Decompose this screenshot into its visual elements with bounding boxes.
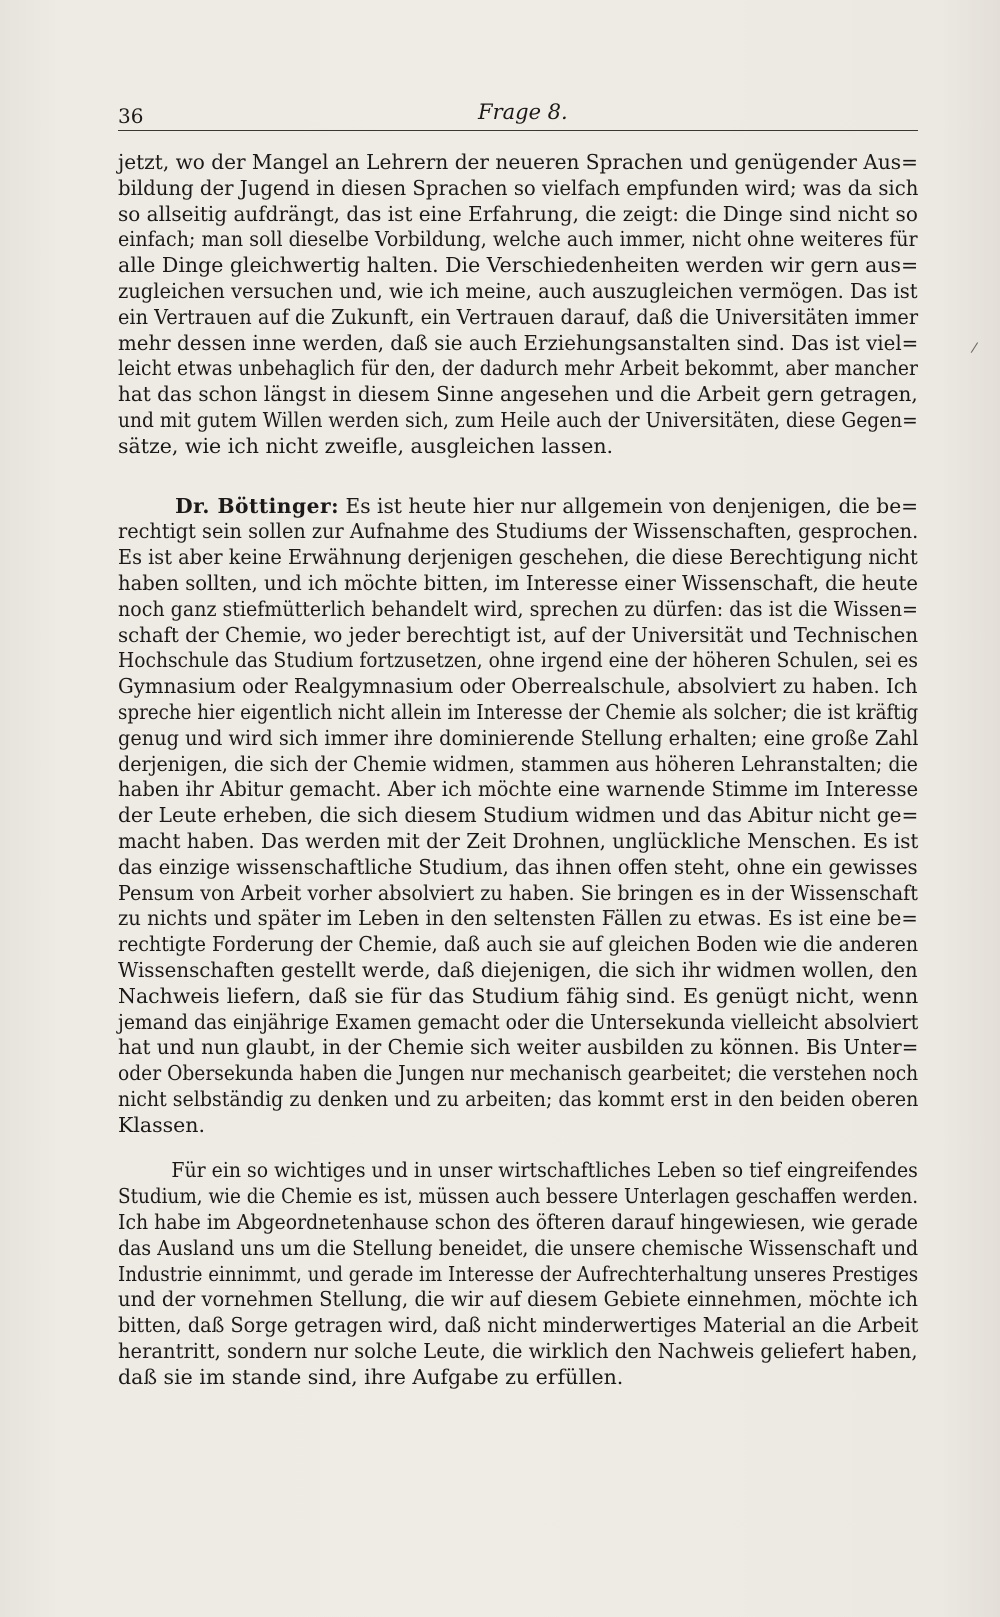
text-line: Wissenschaften gestellt werde, daß diejenigen, die sich ihr widmen wollen, den	[118, 957, 918, 982]
speaker-line-text: Es ist heute hier nur allgemein von denjenigen, die be=	[339, 493, 919, 518]
text-line: alle Dinge gleichwertig halten. Die Verschiedenheiten werden wir gern aus=	[118, 253, 919, 278]
running-head: Frage 8.	[478, 100, 568, 124]
text-line: macht haben. Das werden mit der Zeit Drohnen, unglückliche Menschen. Es ist	[118, 828, 919, 853]
text-line: Ich habe im Abgeordnetenhause schon des öfteren darauf hingewiesen, wie gerade	[118, 1210, 918, 1235]
margin-mark: /	[970, 339, 979, 357]
text-line: Studium, wie die Chemie es ist, müssen auch bessere Unterlagen geschaffen werden.	[118, 1184, 919, 1209]
text-line: mehr dessen inne werden, daß sie auch Erziehungsanstalten sind. Das ist viel=	[118, 330, 919, 355]
text-line: rechtigte Forderung der Chemie, daß auch sie auf gleichen Boden wie die anderen	[118, 932, 919, 957]
text-line: Nachweis liefern, daß sie für das Studium fähig sind. Es genügt nicht, wenn	[118, 983, 918, 1008]
text-line: genug und wird sich immer ihre dominierende Stellung erhalten; eine große Zahl	[118, 725, 919, 750]
text-line: schaft der Chemie, wo jeder berechtigt ist, auf der Universität und Technischen	[118, 622, 919, 647]
text-line: oder Obersekunda haben die Jungen nur mechanisch gearbeitet; die verstehen noch	[118, 1061, 919, 1086]
text-line: derjenigen, die sich der Chemie widmen, stammen aus höheren Lehranstalten; die	[118, 751, 918, 776]
text-line: haben ihr Abitur gemacht. Aber ich möchte eine warnende Stimme im Interesse	[118, 777, 919, 802]
header-rule	[118, 130, 918, 131]
text-line: nicht selbständig zu denken und zu arbeiten; das kommt erst in den beiden oberen	[118, 1086, 919, 1111]
text-line: hat das schon längst in diesem Sinne angesehen und die Arbeit gern getragen,	[118, 382, 918, 407]
text-line: jetzt, wo der Mangel an Lehrern der neueren Sprachen und genügender Aus=	[118, 150, 918, 174]
text-line: bitten, daß Sorge getragen wird, daß nicht minderwertiges Material an die Arbeit	[118, 1313, 919, 1338]
page-number: 36	[118, 104, 144, 128]
text-line: bildung der Jugend in diesen Sprachen so vielfach empfunden wird; was da sich	[118, 175, 919, 200]
text-line: Für ein so wichtiges und in unser wirtschaftliches Leben so tief eingreifendes	[171, 1158, 918, 1183]
text-line: das einzige wissenschaftliche Studium, das ihnen offen steht, ohne ein gewisses	[118, 854, 918, 879]
text-line: haben sollten, und ich möchte bitten, im Interesse einer Wissenschaft, die heute	[118, 570, 919, 595]
text-line: und der vornehmen Stellung, die wir auf diesem Gebiete einnehmen, möchte ich	[118, 1287, 919, 1312]
paragraph-1	[118, 150, 918, 460]
speaker-line	[118, 494, 918, 520]
text-line: Hochschule das Studium fortzusetzen, ohne irgend eine der höheren Schulen, sei es	[118, 648, 918, 673]
text-line: jemand das einjährige Examen gemacht oder die Untersekunda vielleicht absolviert	[118, 1009, 919, 1034]
text-line: einfach; man soll dieselbe Vorbildung, welche auch immer, nicht ohne weiteres für	[118, 227, 918, 252]
text-line: das Ausland uns um die Stellung beneidet, die unsere chemische Wissenschaft und	[118, 1235, 919, 1260]
text-line: noch ganz stiefmütterlich behandelt wird, sprechen zu dürfen: das ist die Wissen=	[118, 596, 919, 621]
page-header	[118, 100, 918, 134]
text-line: rechtigt sein sollen zur Aufnahme des Studiums der Wissenschaften, gesprochen.	[118, 519, 919, 544]
text-line: zugleichen versuchen und, wie ich meine, auch auszugleichen vermögen. Das ist	[118, 278, 918, 303]
text-line: sätze, wie ich nicht zweifle, ausgleichen lassen.	[118, 433, 614, 458]
text-line: hat und nun glaubt, in der Chemie sich weiter ausbilden zu können. Bis Unter=	[118, 1035, 919, 1060]
text-line: der Leute erheben, die sich diesem Studium widmen und das Abitur nicht ge=	[118, 803, 919, 828]
text-line: Es ist aber keine Erwähnung derjenigen geschehen, die diese Berechtigung nicht	[118, 545, 918, 570]
text-line: ein Vertrauen auf die Zukunft, ein Vertrauen darauf, daß die Universitäten immer	[118, 304, 919, 329]
speaker-name: Dr. Böttinger:	[175, 493, 340, 518]
text-line: spreche hier eigentlich nicht allein im Interesse der Chemie als solcher; die ist kräftig	[118, 699, 919, 724]
text-line: zu nichts und später im Leben in den seltensten Fällen zu etwas. Es ist eine be=	[118, 906, 918, 931]
text-line: Klassen.	[118, 1112, 205, 1137]
text-line: und mit gutem Willen werden sich, zum Heile auch der Universitäten, diese Gegen=	[118, 407, 918, 432]
paragraph-2	[118, 494, 918, 1139]
text-line: Gymnasium oder Realgymnasium oder Oberrealschule, absolviert zu haben. Ich	[118, 674, 918, 699]
text-line: Industrie einnimmt, und gerade im Interesse der Aufrechterhaltung unseres Prestiges	[118, 1261, 919, 1286]
body-text	[118, 150, 918, 1391]
paragraph-3	[118, 1158, 918, 1390]
text-line: daß sie im stande sind, ihre Aufgabe zu erfüllen.	[118, 1364, 624, 1389]
text-line: so allseitig aufdrängt, das ist eine Erfahrung, die zeigt: die Dinge sind nicht so	[118, 201, 918, 226]
text-line: Pensum von Arbeit vorher absolviert zu haben. Sie bringen es in der Wissenschaft	[118, 880, 918, 905]
text-line: leicht etwas unbehaglich für den, der dadurch mehr Arbeit bekommt, aber mancher	[118, 356, 918, 381]
text-line: herantritt, sondern nur solche Leute, die wirklich den Nachweis geliefert haben,	[118, 1339, 918, 1364]
